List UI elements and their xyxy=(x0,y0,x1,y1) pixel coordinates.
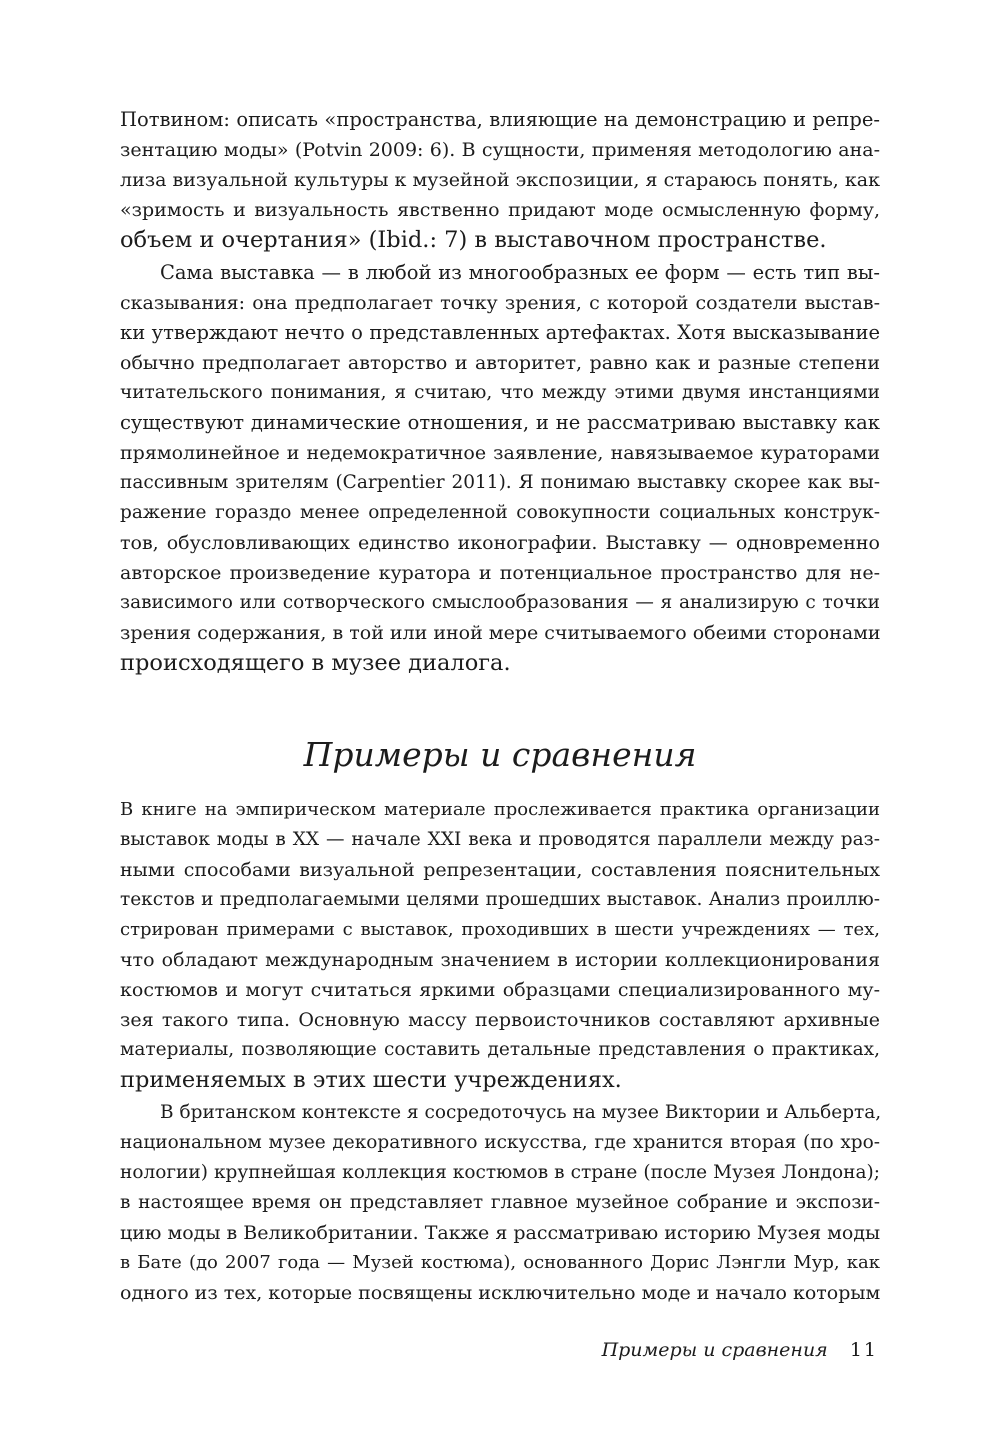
text-line: национальном музее декоративного искусства, где хранится вторая (по хро- xyxy=(120,1132,880,1153)
text-line: нологии) крупнейшая коллекция костюмов в стране (после Музея Лондона); xyxy=(120,1162,880,1183)
text-line: Потвином: описать «пространства, влияющие на демонстрацию и репре- xyxy=(120,108,880,131)
text-line: ки утверждают нечто о представленных артефактах. Хотя высказывание xyxy=(120,321,880,344)
text-line: объем и очертания» (Ibid.: 7) в выставочном пространстве. xyxy=(120,227,827,253)
text-line: костюмов и могут считаться яркими образцами специализированного му- xyxy=(120,979,880,1001)
text-line: зрения содержания, в той или иной мере считываемого обеими сторонами xyxy=(120,622,881,644)
text-line: выставок моды в XX — начале XXI века и проводятся параллели между раз- xyxy=(120,829,880,850)
text-line: одного из тех, которые посвящены исключительно моде и начало которым xyxy=(120,1282,881,1304)
text-line: пассивным зрителям (Carpentier 2011). Я понимаю выставку скорее как вы- xyxy=(120,472,880,493)
text-line: тов, обусловливающих единство иконографии. Выставку — одновременно xyxy=(120,532,880,554)
text-line: «зримость и визуальность явственно придают моде осмысленную форму, xyxy=(120,199,880,221)
text-line: сказывания: она предполагает точку зрения, с которой создатели выстав- xyxy=(120,292,880,314)
text-line: в настоящее время он представляет главное музейное собрание и экспози- xyxy=(120,1192,880,1213)
text-line: существуют динамические отношения, и не рассматриваю выставку как xyxy=(120,411,880,434)
text-line: цию моды в Великобритании. Также я рассматриваю историю Музея моды xyxy=(120,1222,881,1244)
text-line: обычно предполагает авторство и авторитет, равно как и разные степени xyxy=(120,352,880,374)
text-line: читательского понимания, я считаю, что между этими двумя инстанциями xyxy=(120,382,880,403)
text-line: ражение гораздо менее определенной совокупности социальных конструк- xyxy=(120,502,880,523)
running-title: Примеры и сравнения xyxy=(601,1339,828,1361)
text-line: зависимого или сотворческого смыслообразования — я анализирую с точки xyxy=(120,592,880,613)
text-line: В британском контексте я сосредоточусь на музее Виктории и Альберта, xyxy=(160,1102,882,1123)
text-line: ными способами визуальной репрезентации, составления пояснительных xyxy=(120,859,880,881)
text-line: лиза визуальной культуры к музейной экспозиции, я стараюсь понять, как xyxy=(120,169,880,191)
text-line: В книге на эмпирическом материале прослеживается практика организации xyxy=(120,799,880,820)
text-line: стрирован примерами с выставок, проходивших в шести учреждениях — тех, xyxy=(120,919,880,940)
text-line: материалы, позволяющие составить детальные представления о практиках, xyxy=(120,1039,880,1060)
text-line: прямолинейное и недемократичное заявление, навязываемое кураторами xyxy=(120,442,880,464)
text-line: происходящего в музее диалога. xyxy=(120,650,511,676)
text-line: зентацию моды» (Potvin 2009: 6). В сущности, применяя методологию ана- xyxy=(120,139,880,161)
section-heading: Примеры и сравнения xyxy=(303,735,697,774)
page-footer xyxy=(602,1338,878,1362)
page-number: 11 xyxy=(849,1339,878,1361)
text-line: в Бате (до 2007 года — Музей костюма), основанного Дорис Лэнгли Мур, как xyxy=(120,1252,880,1273)
text-line: зея такого типа. Основную массу первоисточников составляют архивные xyxy=(120,1009,880,1031)
text-line: Сама выставка — в любой из многообразных ее форм — есть тип вы- xyxy=(160,261,880,284)
text-line: что обладают международным значением в истории коллекционирования xyxy=(120,949,880,971)
text-line: применяемых в этих шести учреждениях. xyxy=(120,1067,622,1093)
text-line: авторское произведение куратора и потенциальное пространство для не- xyxy=(120,562,880,584)
text-line: текстов и предполагаемыми целями прошедших выставок. Анализ проиллю- xyxy=(120,889,880,910)
